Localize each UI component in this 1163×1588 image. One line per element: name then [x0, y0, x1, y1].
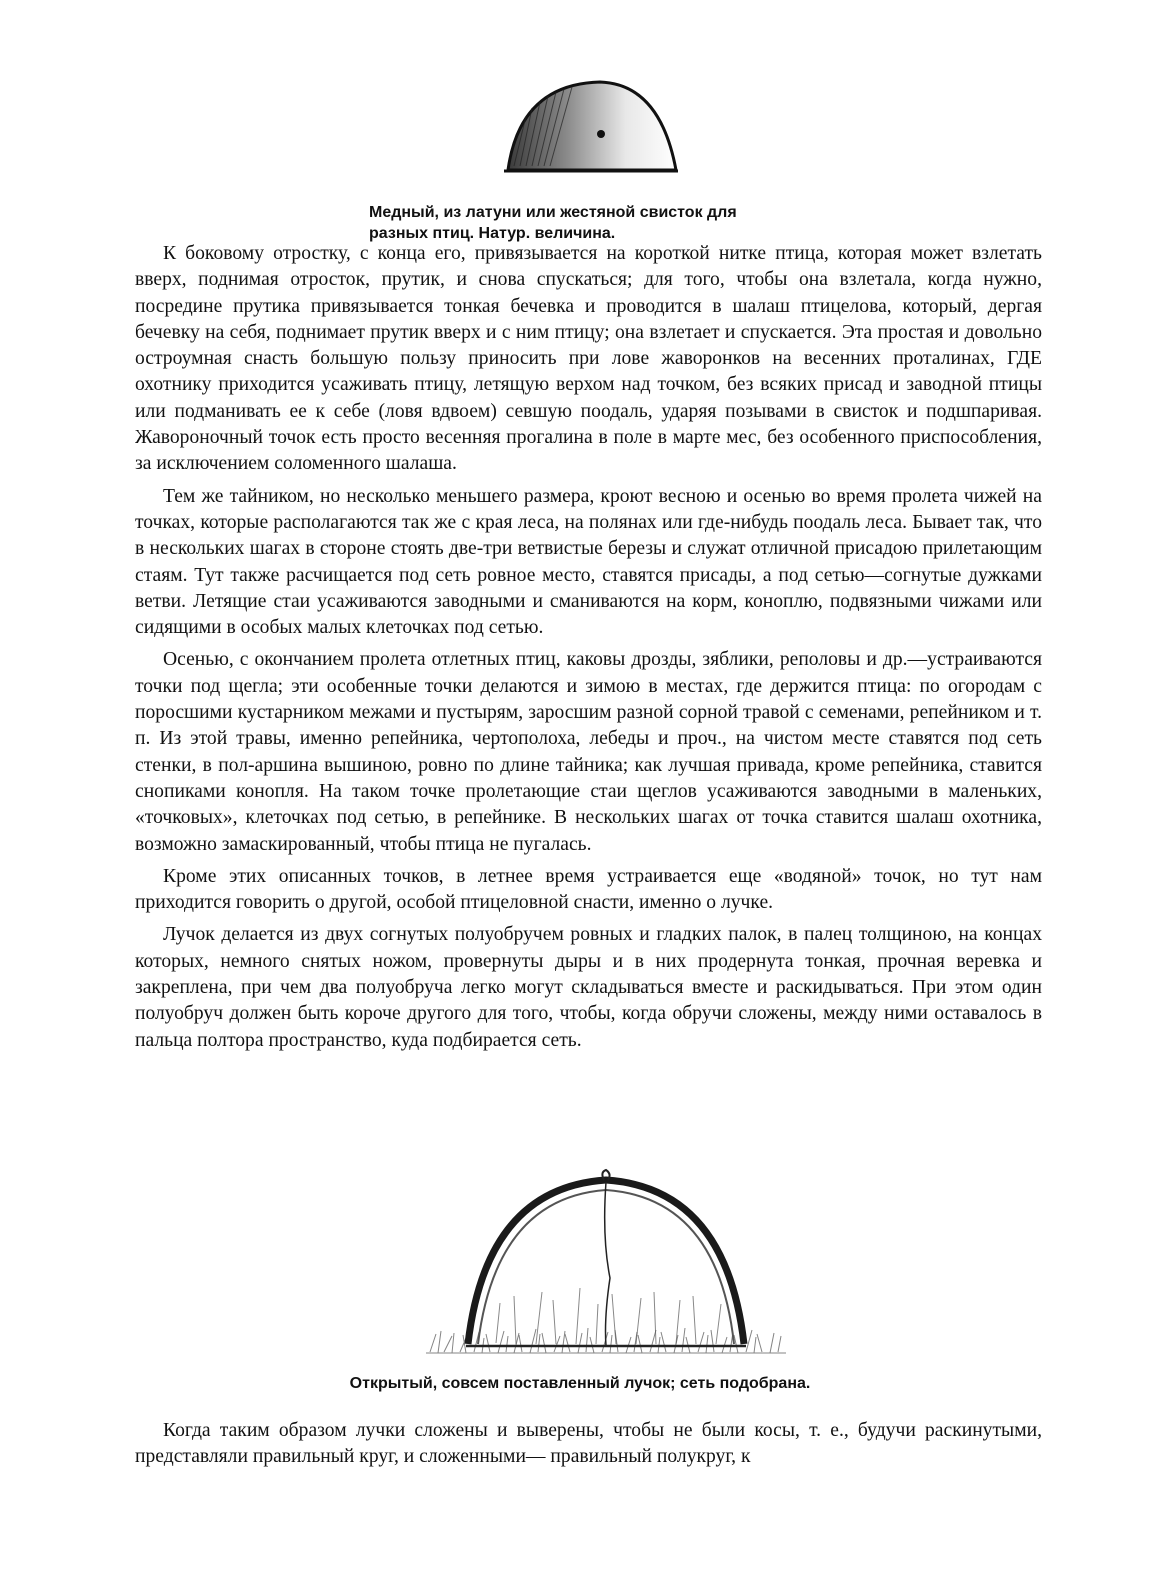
- paragraph-5: Лучок делается из двух согнутых полуобручем ровных и гладких палок, в палец толщиною, на концах которых, немного снятых ножом, провернуты дыры и в них продернута тонкая, прочная веревка и закреплена, при чем два полуобруча легко могут складываться вместе и раскидываться. При этом один полуобруч должен быть короче другого для того, чтобы, когда обручи сложены, между ними оставалось в пальца полтора пространство, куда подбирается сеть.: [135, 924, 1042, 1051]
- main-text: [135, 241, 1042, 1060]
- paragraph-4: Кроме этих описанных точков, в летнее время устраивается еще «водяной» точок, но тут нам приходится говорить о другой, особой птицеловной снасти, именно о лучке.: [135, 865, 1042, 914]
- bottom-text: [135, 1418, 1042, 1477]
- paragraph-6: Когда таким образом лучки сложены и выверены, чтобы не были косы, т. е., будучи раскинутыми, представляли правильный круг, и сложенными— правильный полукруг, к: [135, 1420, 1042, 1468]
- bow-net-caption: Открытый, совсем поставленный лучок; сеть подобрана.: [349, 1375, 811, 1392]
- paragraph-1: К боковому отростку, с конца его, привязывается на короткой нитке птица, которая может взлетать вверх, поднимая отросток, прутик, и снова спускаться; для того, чтобы она взлетала, когда нужно, посредине прутика привязывается тонкая бечевка и проводится в шалаш птицелова, который, дергая бечевку на себя, поднимает прутик вверх и с ним птицу; она взлетает и спускается. Эта простая и довольно остроумная снасть большую пользу приносить при лове жаворонков на весенних проталинах, ГДЕ охотнику приходится усаживать птицу, летящую верхом над точком, без всяких присад и заводной птицы или подманивать ее к себе (ловя вдвоем) севшую поодаль, ударяя позывами в свисток и подшпаривая. Жавороночный точок есть просто весенняя прогалина в поле в марте мес, без особенного приспособления, за исключением соломенного шалаша.: [135, 243, 1042, 475]
- bow-net-illustration: [426, 1168, 786, 1363]
- whistle-caption: [369, 202, 869, 244]
- bow-net-figure: [426, 1168, 786, 1363]
- whistle-caption-line1: Медный, из латуни или жестяной свисток для: [369, 204, 737, 221]
- whistle-illustration: [500, 76, 680, 188]
- whistle-figure: [500, 76, 680, 188]
- whistle-caption-line2: разных птиц. Натур. величина.: [369, 225, 616, 242]
- paragraph-2: Тем же тайником, но несколько меньшего размера, кроют весною и осенью во время пролета чижей на точках, которые располагаются так же с края леса, на полянах или где-нибудь поодаль леса. Бывает так, что в нескольких шагах в стороне стоять две-три ветвистые березы и служат отличной присадою прилетающим стаям. Тут также расчищается под сеть ровное место, ставятся присады, а под сетью—согнутые дужками ветви. Летящие стаи усаживаются заводными и сманиваются на корм, коноплю, подвязными чижами или сидящими в особых малых клеточках под сетью.: [135, 485, 1042, 639]
- paragraph-3: Осенью, с окончанием пролета отлетных птиц, каковы дрозды, зяблики, реполовы и др.—устраиваются точки под щегла; эти особенные точки делаются и зимою в местах, где держится птица: по огородам с поросшими кустарником межами и пустырям, заросшим разной сорной травой с семенами, репейником и т. п. Из этой травы, именно репейника, чертополоха, лебеды и проч., на чистом месте ставятся под сеть стенки, в пол-аршина вышиною, ровно по длине тайника; как лучшая привада, кроме репейника, ставится снопиками конопля. На таком точке пролетающие стаи щеглов усаживаются заводными в маленьких, «точковых», клеточках под сетью, в репейнике. В нескольких шагах от точка ставится шалаш охотника, возможно замаскированный, чтобы птица не пугалась.: [135, 649, 1042, 855]
